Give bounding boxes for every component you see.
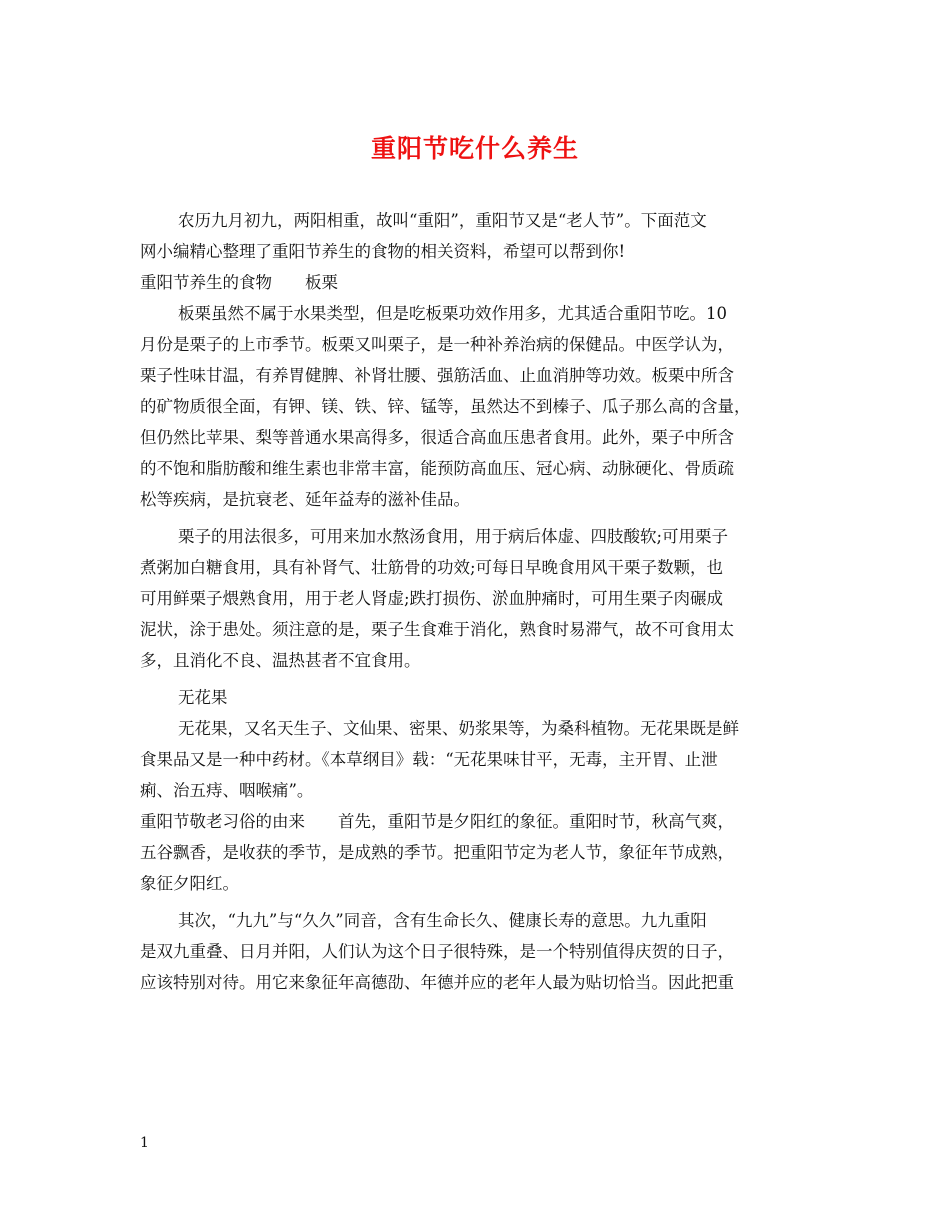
text-line: 的矿物质很全面，有钾、镁、铁、锌、锰等，虽然达不到榛子、瓜子那么高的含量， xyxy=(140,397,751,416)
text-line: 松等疾病，是抗衰老、延年益寿的滋补佳品。 xyxy=(140,490,470,509)
text-line: 多，且消化不良、温热甚者不宜食用。 xyxy=(140,651,421,670)
text-line: 煮粥加白糖食用，具有补肾气、壮筋骨的功效;可每日早晚食用风干栗子数颗，也 xyxy=(140,558,724,577)
text-line: 重阳节敬老习俗的由来 首先，重阳节是夕阳红的象征。重阳时节，秋高气爽， xyxy=(140,812,734,831)
text-line: 栗子性味甘温，有养胃健脾、补肾壮腰、强筋活血、止血消肿等功效。板栗中所含 xyxy=(140,366,734,385)
text-line: 象征夕阳红。 xyxy=(140,874,239,893)
text-line: 是双九重叠、日月并阳，人们认为这个日子很特殊，是一个特别值得庆贺的日子， xyxy=(140,942,734,961)
section-heading: 重阳节养生的食物 板栗 xyxy=(140,273,338,292)
text-line: 栗子的用法很多，可用来加水熬汤食用，用于病后体虚、四肢酸软;可用栗子 xyxy=(178,527,729,546)
text-line: 的不饱和脂肪酸和维生素也非常丰富，能预防高血压、冠心病、动脉硬化、骨质疏 xyxy=(140,459,734,478)
document-body xyxy=(140,205,812,998)
text-line: 痢、治五痔、咽喉痛”。 xyxy=(140,781,314,800)
document-title: 重阳节吃什么养生 xyxy=(370,134,579,163)
text-line: 月份是栗子的上市季节。板栗又叫栗子，是一种补养治病的保健品。中医学认为， xyxy=(140,335,734,354)
text-line: 板栗虽然不属于水果类型，但是吃板栗功效作用多，尤其适合重阳节吃。10 xyxy=(178,304,727,323)
text-line: 可用鲜栗子煨熟食用，用于老人肾虚;跌打损伤、淤血肿痛时，可用生栗子肉碾成 xyxy=(140,589,724,608)
page-number: 1 xyxy=(140,1135,149,1151)
section-heading: 无花果 xyxy=(178,688,228,707)
text-line: 其次，“九九”与“久久”同音，含有生命长久、健康长寿的意思。九九重阳 xyxy=(178,911,707,930)
text-line: 网小编精心整理了重阳节养生的食物的相关资料，希望可以帮到你! xyxy=(140,242,626,261)
text-line: 应该特别对待。用它来象征年高德劭、年德并应的老年人最为贴切恰当。因此把重 xyxy=(140,973,734,992)
text-line: 泥状，涂于患处。须注意的是，栗子生食难于消化，熟食时易滞气，故不可食用太 xyxy=(140,620,734,639)
text-line: 食果品又是一种中药材。《本草纲目》载：“无花果味甘平，无毒，主开胃、止泄 xyxy=(140,750,718,769)
text-line: 无花果，又名天生子、文仙果、密果、奶浆果等，为桑科植物。无花果既是鲜 xyxy=(178,719,739,738)
text-line: 农历九月初九，两阳相重，故叫“重阳”，重阳节又是“老人节”。下面范文 xyxy=(178,211,707,230)
text-line: 五谷飘香，是收获的季节，是成熟的季节。把重阳节定为老人节，象征年节成熟， xyxy=(140,843,734,862)
text-line: 但仍然比苹果、梨等普通水果高得多，很适合高血压患者食用。此外，栗子中所含 xyxy=(140,428,734,447)
